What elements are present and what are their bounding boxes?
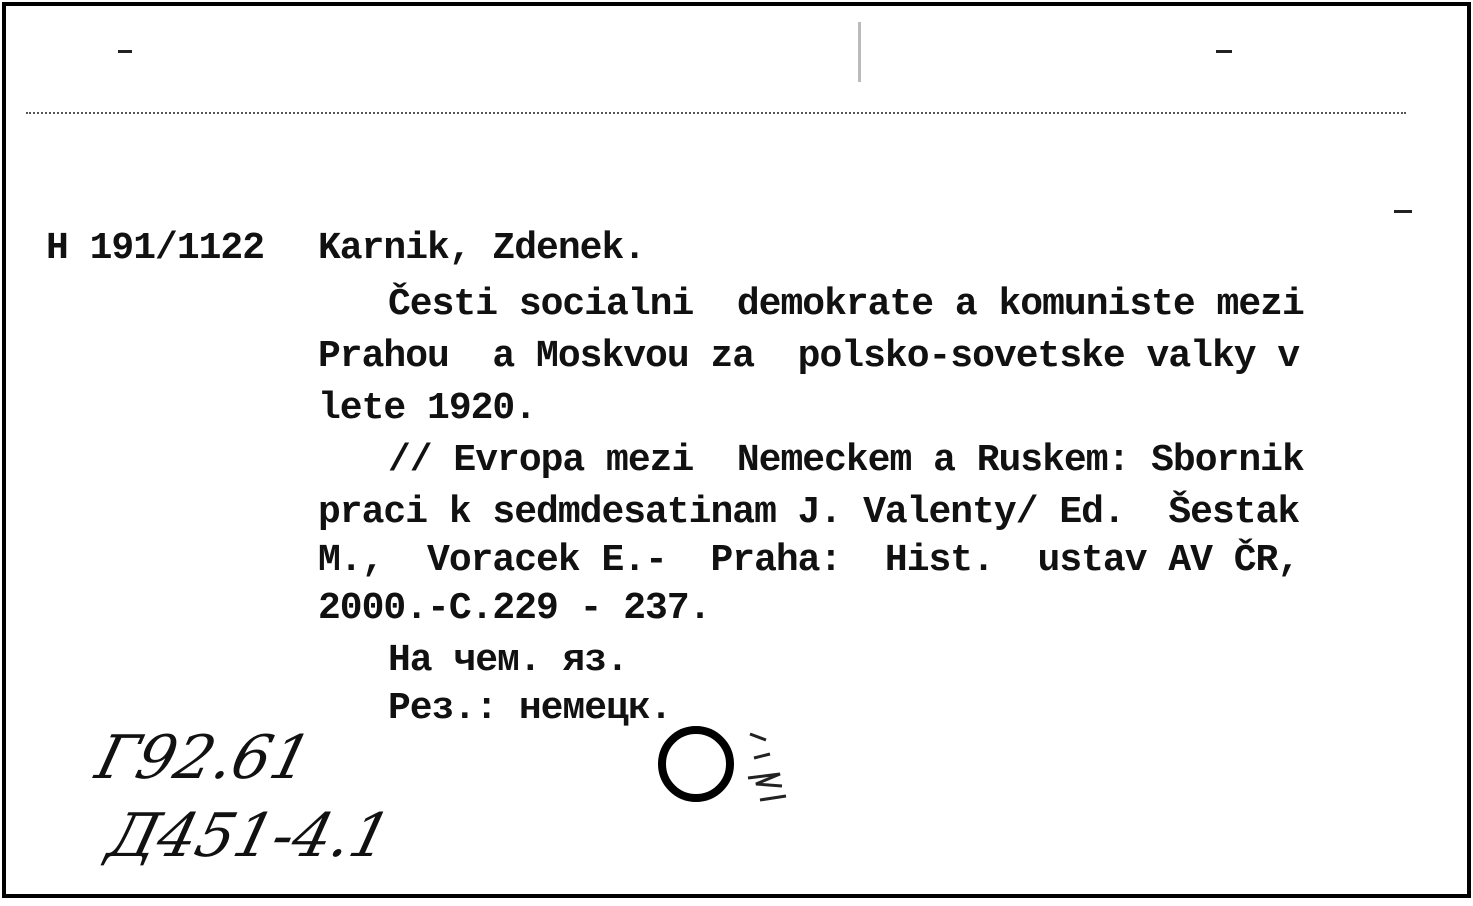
summary-note: Рез.: немецк.	[388, 687, 672, 730]
handwritten-code: Д451-4.1	[101, 801, 398, 871]
source-line: M., Voracek E.- Praha: Hist. ustav AV ČR,	[318, 539, 1300, 582]
title-line: Česti socialni demokrate a komuniste mezi	[388, 283, 1304, 326]
handwritten-code: Г92.61	[89, 723, 319, 793]
shelf-mark: Н 191/1122	[46, 227, 265, 270]
source-line: 2000.-C.229 - 237.	[318, 587, 711, 630]
source-line: // Evropa mezi Nemeckem a Ruskem: Sbornik	[388, 439, 1304, 482]
speck	[1394, 210, 1412, 213]
speck	[1216, 50, 1232, 53]
catalog-card	[2, 2, 1471, 898]
scribble-mark	[740, 724, 800, 814]
title-line: lete 1920.	[318, 387, 537, 430]
stamp-circle	[658, 726, 734, 802]
perforation-line	[26, 112, 1406, 114]
source-line: praci k sedmdesatinam J. Valenty/ Ed. Šestak	[318, 491, 1300, 534]
language-note: На чем. яз.	[388, 639, 628, 682]
author-heading: Karnik, Zdenek.	[318, 227, 646, 270]
speck	[858, 22, 861, 82]
speck	[118, 50, 132, 53]
title-line: Prahou a Moskvou za polsko-sovetske valky v	[318, 335, 1300, 378]
